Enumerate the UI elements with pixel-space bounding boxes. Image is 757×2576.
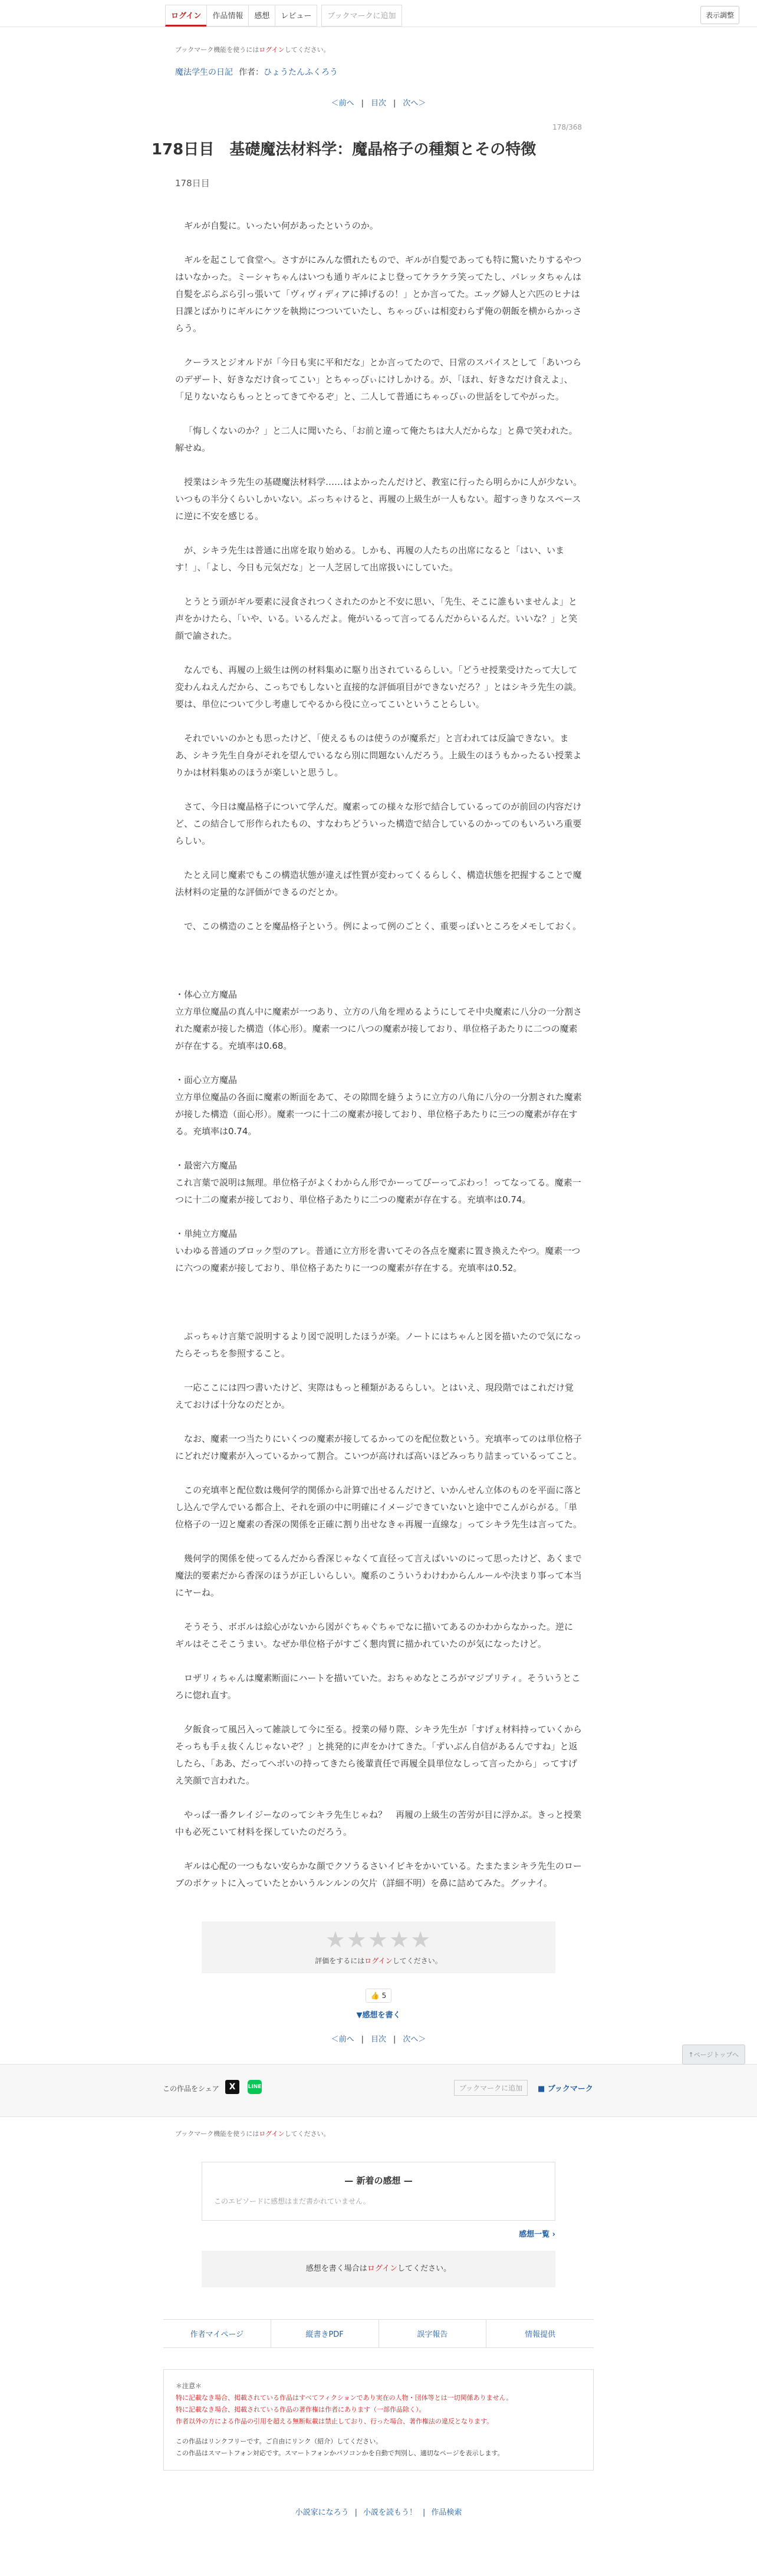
- bookmark-notice-lower: [175, 2129, 582, 2138]
- share-bar: [0, 2051, 757, 2117]
- rating-prefix: 評価をするには: [315, 1957, 365, 1965]
- paragraph: ギルは心配の一つもない安らかな顔でクソうるさいイビキをかいている。たまたまシキラ先生のローブのポケットに入っていたとかいうルンルンの欠片（詳細不明）を鼻に詰めてみた。グッナイ。: [175, 1861, 582, 1888]
- display-settings-button[interactable]: 表示調整: [700, 6, 739, 24]
- like-button[interactable]: [366, 1989, 391, 2003]
- bookmark-notice-suffix: してください。: [284, 2130, 330, 2138]
- paragraph: さて、今日は魔晶格子について学んだ。魔素っての様々な形で結合しているってのが前回の内容だけど、この結合して形作られたもの、すなわちどういった構造で結合しているのかってのもいろいろ重要らしい。: [175, 801, 582, 846]
- pager-top: ＜前へ | 目次 | 次へ＞: [331, 99, 426, 108]
- bookmark-notice-prefix: ブックマーク機能を使うには: [175, 46, 259, 54]
- bookmark-add-disabled: ブックマークに追加: [321, 5, 401, 27]
- bookmark-notice-suffix: してください。: [284, 46, 330, 54]
- paragraph: なんでも、再履の上級生は例の材料集めに駆り出されているらしい。「どうせ授業受けたって大して変わんねえんだから、こっちでもしないと直接的な評価項目ができないだろ？」とはシキラ先生の談。要は、単位について少し考慮してやるから役に立ってこいということらしい。: [175, 665, 582, 709]
- top-bar: [0, 0, 757, 27]
- paragraph: とうとう頭がギル要素に浸食されつくされたのかと不安に思い、「先生、そこに誰もいませんよ」と声をかけたら、「いや、いる。いるんだよ。俺がいるって言ってるんだからいるんだ。いいな？」と笑顔で諭された。: [175, 596, 578, 641]
- caution-line: この作品はリンクフリーです。ご自由にリンク（紹介）してください。: [176, 2438, 383, 2445]
- work-links: [163, 2319, 594, 2348]
- bookmark-label: ブックマーク: [547, 2085, 593, 2093]
- paragraph: そうそう、ボボルは絵心がないから図がぐちゃぐちゃでなに描いてあるのかわからなかった。逆にギルはそこそこうまい。なぜか単位格子がすごく懇肉質に描かれていたのが気になったけど。: [175, 1621, 574, 1649]
- paragraph: やっぱ一番クレイジーなのってシキラ先生じゃね？ 再履の上級生の苦労が目に浮かぶ。きっと授業中も必死こいて材料を探していたのだろう。: [175, 1809, 582, 1837]
- new-impressions-heading: — 新着の感想 —: [344, 2175, 413, 2186]
- footer-nav: 小説家になろう | 小説を読もう！ | 作品検索: [295, 2508, 462, 2517]
- episode-body: [175, 217, 582, 1892]
- paragraph: 夕飯食って風呂入って雑談して今に至る。授業の帰り際、シキラ先生が「すげぇ材料持っていくからそっちも手ぇ抜くんじゃないぞ？」と挑発的に声をかけてきた。「ずいぶん自信があるんですね」と返したら、「ああ、だってへボいの持ってきたら後輩責任で再履全員単位なしって言ったから」ってすげえ笑顔で言われた。: [175, 1724, 582, 1786]
- paragraph: ぶっちゃけ言葉で説明するより図で説明したほうが楽。ノートにはちゃんと図を描いたので気になったらそっちを参照すること。: [175, 1331, 582, 1359]
- paragraph: 「悔しくないのか？」と二人に聞いたら、「お前と違って俺たちは大人だからな」と鼻で笑われた。解せぬ。: [175, 425, 578, 453]
- bookmark-add-disabled: ブックマークに追加: [454, 2080, 528, 2096]
- lattice-item: [175, 1157, 582, 1208]
- lattice-desc: いわゆる普通のブロック型のアレ。普通に立方形を書いてその各点を魔素に置き換えたやつ。魔素一つに六つの魔素が接しており、単位格子あたりに一つの魔素が存在する。充填率は0.52。: [175, 1246, 581, 1273]
- share-label: この作品をシェア: [163, 2085, 219, 2093]
- caution-heading: ＊注意＊: [176, 2382, 202, 2390]
- impressions-list-link[interactable]: 感想一覧 ›: [519, 2230, 555, 2239]
- bookmark-notice-prefix: ブックマーク機能を使うには: [175, 2130, 259, 2138]
- nav-impressions[interactable]: 感想: [248, 5, 275, 27]
- lower-content: [175, 2129, 582, 2138]
- bookmark-login-link[interactable]: ログイン: [259, 46, 285, 54]
- bookmark-icon: ■: [538, 2085, 545, 2093]
- blank-line: [175, 952, 582, 969]
- impression-write-suffix: してください。: [397, 2264, 452, 2273]
- impression-login-link[interactable]: ログイン: [367, 2264, 398, 2273]
- spacer: [176, 2428, 581, 2436]
- lattice-item: [175, 986, 582, 1055]
- bookmark-notice: [175, 45, 582, 54]
- paragraph: 幾何学的関係を使ってるんだから香深じゃなくて直径って言えばいいのにって思ったけど、あくまで魔法的要素だから香深のほうが正しいらしい。魔系のこういうわけわからんルールや決まり事って本当にヤーね。: [175, 1553, 582, 1598]
- blank-line: [175, 1294, 582, 1311]
- toc-link[interactable]: 目次: [370, 99, 386, 108]
- info-provide-link[interactable]: 情報提供: [525, 2330, 556, 2339]
- episode-title: 178日目 基礎魔法材料学：魔晶格子の種類とその特徴: [152, 141, 537, 158]
- page-top-button[interactable]: ↑ページトップへ: [682, 2045, 745, 2065]
- lattice-desc: これ言葉で説明は無理。単位格子がよくわからん形でかーってぴーってぶわっ！ってなってる。魔素一つに十二の魔素が接しており、単位格子あたりに二つの魔素が存在する。充填率は0.74。: [175, 1177, 581, 1205]
- episode-subtitle: 178日目: [175, 178, 210, 189]
- paragraph: が、シキラ先生は普通に出席を取り始める。しかも、再履の人たちの出席になると「はい、います！」、「よし、今日も元気だな」と一人芝居して出席扱いにしていた。: [175, 545, 565, 573]
- author-prefix: 作者：: [239, 68, 264, 77]
- line-share-icon[interactable]: LINE: [248, 2080, 262, 2094]
- top-nav: [165, 5, 401, 27]
- author-mypage-link[interactable]: 作者マイページ: [163, 2320, 271, 2347]
- bookmark-button[interactable]: [535, 2080, 595, 2096]
- caution-line: 特に記載なき場合、掲載されている作品はすべてフィクションであり実在の人物・団体等とは一切関係ありません。: [176, 2394, 513, 2402]
- prev-link[interactable]: ＜前へ: [331, 2035, 354, 2044]
- main-content: [152, 45, 582, 2044]
- paragraph: ギルが自髪に。いったい何があったというのか。: [184, 220, 378, 231]
- paragraph: ロザリィちゃんは魔素断面にハートを描いていた。おちゃめなところがマジプリティ。そういうところに惚れ直す。: [175, 1673, 581, 1700]
- next-link[interactable]: 次へ＞: [403, 99, 426, 108]
- nav-reviews[interactable]: レビュー: [275, 5, 317, 27]
- like-count: 5: [381, 1992, 387, 2000]
- write-impression-link[interactable]: ▼感想を書く: [356, 2011, 401, 2020]
- lattice-item: [175, 1072, 582, 1140]
- next-link[interactable]: 次へ＞: [403, 2035, 426, 2044]
- paragraph: たとえ同じ魔素でもこの構造状態が違えば性質が変わってくるらしく、構造状態を把握することで魔法材料の定量的な評価ができるのだとか。: [175, 870, 582, 897]
- caution-line: 作者以外の方による作品の引用を超える無断転載は禁止しており、行った場合、著作権法の違反となります。: [176, 2418, 493, 2425]
- paragraph: クーラスとジオルドが「今日も実に平和だな」とか言ってたので、日常のスパイスとして「あいつらのデザート、好きなだけ食ってこい」とちゃっぴぃにけしかける。が、「ほれ、好きなだけ食えよ」、「足りないならもっととってきてやるぞ」と、二人して普通にちゃっぴぃの世話をしてやがった。: [175, 357, 582, 402]
- toc-link[interactable]: 目次: [370, 2035, 386, 2044]
- paragraph: なお、魔素一つ当たりにいくつの魔素が接してるかってのを配位数という。充填率ってのは単位格子にどれだけ魔素が入っているかって割合。こいつが高ければ高いほどみっちり詰まっているってこと。: [175, 1434, 582, 1461]
- paragraph: ギルを起こして食堂へ。さすがにみんな慣れたもので、ギルが自髪であっても特に驚いたりするやつはいなかった。ミーシャちゃんはいつも通りギルによじ登ってケラケラ笑ってたし、パレッタちゃんは自髪をぷらぷら引っ張いて「ヴィヴィディアに挿げるの！」とか言ってた。エッグ婦人と六匹のヒナは日課とばかりにギルにケツを執拗につついていたし、ちゃっぴぃは相変わらず俺の朝飯を横からかっさらう。: [175, 255, 582, 333]
- rating-login-link[interactable]: ログイン: [364, 1957, 393, 1965]
- thumbs-up-icon: 👍: [370, 1992, 380, 2000]
- rating-suffix: してください。: [392, 1957, 442, 1965]
- lattice-name: ・体心立方魔晶: [175, 989, 238, 1000]
- like-area: [175, 1989, 582, 2003]
- paragraph: この充填率と配位数は幾何学的関係から計算で出せるんだけど、いかんせん立体のものを平面に落とし込んで学んでいる都合上、それを頭の中に明確にイメージできていないと途中でこんがらがる。「単位格子の一辺と魔素の香深の関係を正確に割り出せなきゃ再履一直線な」ってシキラ先生は言ってた。: [175, 1485, 582, 1530]
- rating-notice: [202, 1956, 555, 1966]
- series-title-link[interactable]: 魔法学生の日記: [175, 68, 233, 77]
- lattice-name: ・面心立方魔晶: [175, 1075, 238, 1085]
- caution-box: [163, 2369, 594, 2471]
- lattice-item: [175, 1226, 582, 1277]
- paragraph: 一応ここには四つ書いたけど、実際はもっと種類があるらしい。とはいえ、現段階ではこれだけ覚えておけば十分なのだとか。: [175, 1382, 574, 1410]
- footer-link-yomou[interactable]: 小説を読もう！: [363, 2508, 417, 2517]
- author-link[interactable]: ひょうたんふくろう: [264, 68, 338, 77]
- caution-line: この作品はスマートフォン対応です。スマートフォンかパソコンかを自動で判別し、適切なページを表示します。: [176, 2449, 504, 2457]
- footer-link-search[interactable]: 作品検索: [431, 2508, 462, 2517]
- impression-write-notice: [202, 2251, 555, 2287]
- lattice-desc: 立方単位魔晶の真ん中に魔素が一つあり、立方の八角を埋めるようにしてそ中央魔素に八分の一分割された魔素が接した構造（体心形）。魔素一つに八つの魔素が接しており、単位格子あたりに二つの魔素が存在する。充填率は0.68。: [175, 1006, 582, 1051]
- author-label: [239, 66, 338, 78]
- impression-write-prefix: 感想を書く場合は: [305, 2264, 367, 2273]
- series-info: [175, 66, 582, 78]
- lattice-desc: 立方単位魔晶の各面に魔素の断面をあて、その隙間を縫うように立方の八角に八分の一分割された魔素が接した構造（面心形）。魔素一つに十二の魔素が接しており、単位格子あたりに三つの魔素が存在する。充填率は0.74。: [175, 1092, 582, 1137]
- no-impressions-text: このエピソードに感想はまだ書かれていません。: [214, 2197, 370, 2205]
- bookmark-login-link[interactable]: ログイン: [259, 2130, 285, 2138]
- x-share-icon[interactable]: X: [225, 2080, 239, 2094]
- paragraph: 授業はシキラ先生の基礎魔法材料学……はよかったんだけど、教室に行ったら明らかに人が少ない。いつもの半分くらいしかいない。ぶっちゃけると、再履の上級生が一人もない。超すっきりなスペースに逆に不安を感じる。: [175, 477, 582, 521]
- lattice-name: ・単純立方魔晶: [175, 1228, 238, 1239]
- new-impressions-box: [202, 2162, 555, 2221]
- rating-box: [202, 1921, 555, 1973]
- vertical-pdf-link[interactable]: 縦書きPDF: [271, 2320, 379, 2347]
- pager-bottom: ＜前へ | 目次 | 次へ＞: [331, 2035, 426, 2044]
- rating-stars[interactable]: ★★★★★: [325, 1927, 432, 1953]
- nav-work-info[interactable]: 作品情報: [206, 5, 249, 27]
- episode-counter: 178/368: [552, 123, 582, 131]
- typo-report-link[interactable]: 誤字報告: [379, 2320, 487, 2347]
- lattice-name: ・最密六方魔晶: [175, 1160, 238, 1171]
- caution-line: 特に記載なき場合、掲載されている作品の著作権は作者にあります（一部作品除く）。: [176, 2406, 426, 2413]
- footer-link-narou[interactable]: 小説家になろう: [295, 2508, 349, 2517]
- paragraph: で、この構造のことを魔晶格子という。例によって例のごとく、重要っぽいところをメモしておく。: [184, 921, 582, 932]
- nav-login[interactable]: ログイン: [165, 5, 207, 27]
- paragraph: それでいいのかとも思ったけど、「使えるものは使うのが魔系だ」と言われては反論できない。まあ、シキラ先生自身がそれを望んでいるなら別に問題ないんだろう。上級生のほうもかったるい授業よりかは材料集めのほうが楽しいと思うし。: [175, 733, 582, 778]
- prev-link[interactable]: ＜前へ: [331, 99, 354, 108]
